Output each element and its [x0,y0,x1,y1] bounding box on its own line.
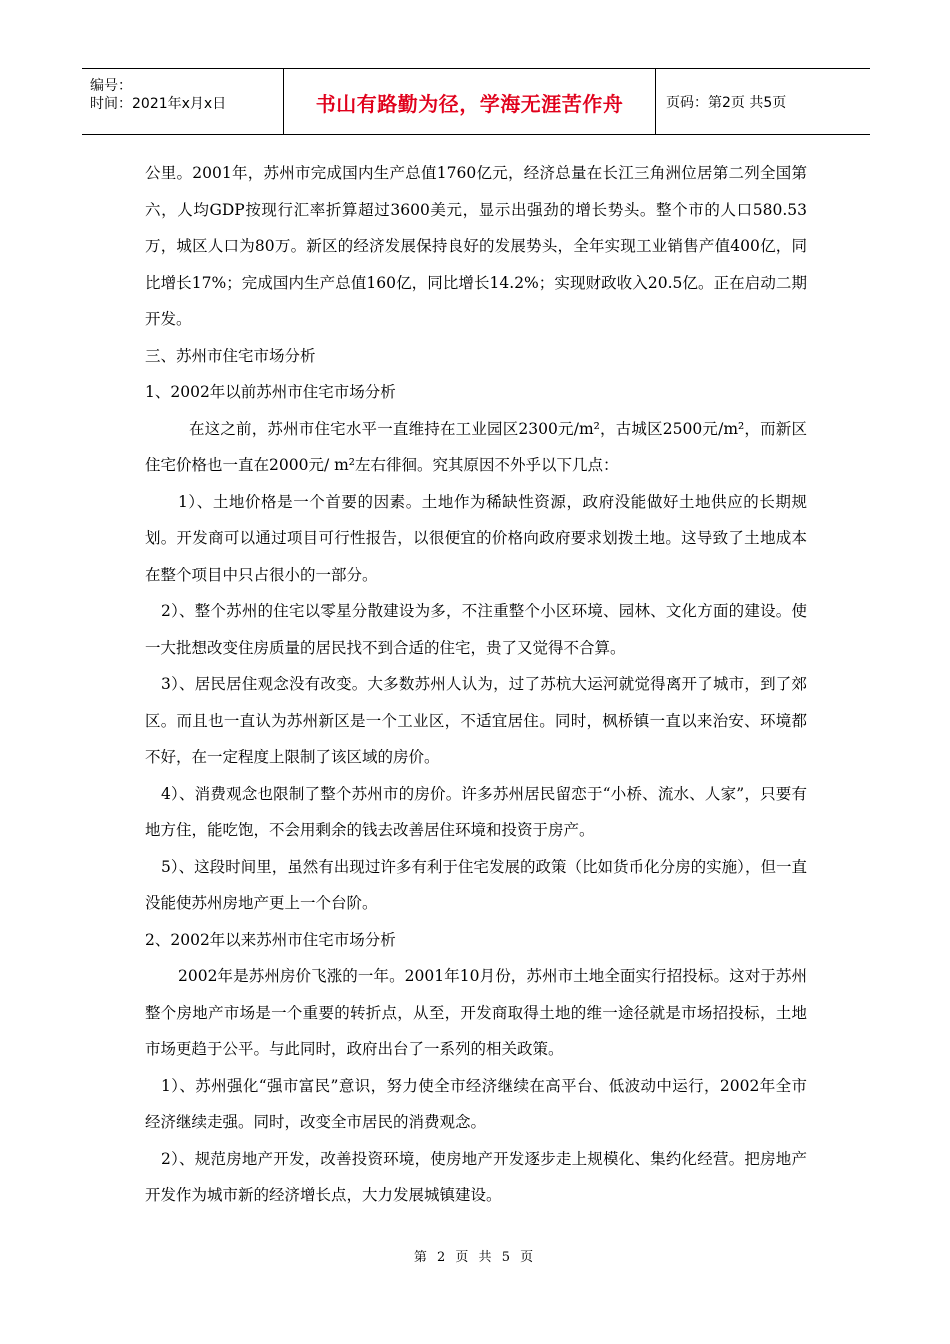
paragraph: 2002年是苏州房价飞涨的一年。2001年10月份，苏州市土地全面实行招投标。这对于苏州整个房地产市场是一个重要的转折点，从至，开发商取得土地的维一途径就是市场招投标，土地市场更趋于公平。与此同时，政府出台了一系列的相关政策。 [145,967,807,1058]
header-page-info: 页码：第2页 共5页 [666,95,787,111]
doc-number-label: 编号： [90,78,132,94]
header-slogan-cell [283,69,656,135]
document-header [82,68,870,135]
paragraph: 5）、这段时间里，虽然有出现过许多有利于住宅发展的政策（比如货币化分房的实施），但一直没能使苏州房地产更上一个台阶。 [145,857,807,912]
date-line: 时间：2021年x月x日 [90,96,227,112]
page-footer: 第 2 页 共 5 页 [413,1250,537,1265]
document-body [145,155,807,1214]
paragraph: 4）、消费观念也限制了整个苏州市的房价。许多苏州居民留恋于“小桥、流水、人家”，只要有地方住，能吃饱，不会用剩余的钱去改善居住环境和投资于房产。 [145,784,807,839]
paragraph: 公里。2001年，苏州市完成国内生产总值1760亿元，经济总量在长江三角洲位居第二列全国第六，人均GDP按现行汇率折算超过3600美元，显示出强劲的增长势头。整个市的人口580.53万，城区人口为80万。新区的经济发展保持良好的发展势头，全年实现工业销售产值400亿，同比增长17%；完成国内生产总值160亿，同比增长14.2%；实现财政收入20.5亿。正在启动二期开发。 [145,164,807,328]
header-slogan: 书山有路勤为径，学海无涯苦作舟 [315,91,624,116]
paragraph: 1、2002年以前苏州市住宅市场分析 [145,383,396,401]
paragraph: 三、苏州市住宅市场分析 [145,346,316,365]
paragraph: 1）、苏州强化“强市富民”意识，努力使全市经济继续在高平台、低波动中运行，2002年全市经济继续走强。同时，改变全市居民的消费观念。 [145,1076,807,1131]
paragraph: 3）、居民居住观念没有改变。大多数苏州人认为，过了苏杭大运河就觉得离开了城市，到了郊区。而且也一直认为苏州新区是一个工业区，不适宜居住。同时，枫桥镇一直以来治安、环境都不好，在一定程度上限制了该区域的房价。 [145,675,807,766]
paragraph: 2）、规范房地产开发，改善投资环境，使房地产开发逐步走上规模化、集约化经营。把房地产开发作为城市新的经济增长点，大力发展城镇建设。 [145,1149,807,1204]
paragraph: 2、2002年以来苏州市住宅市场分析 [145,930,396,949]
paragraph: 在这之前，苏州市住宅水平一直维持在工业园区2300元/m²，古城区2500元/m²，而新区住宅价格也一直在2000元/ m²左右徘徊。究其原因不外乎以下几点： [145,419,807,474]
paragraph: 2）、整个苏州的住宅以零星分散建设为多，不注重整个小区环境、园林、文化方面的建设。使一大批想改变住房质量的居民找不到合适的住宅，贵了又觉得不合算。 [145,602,807,657]
header-meta [82,69,283,135]
paragraph: 1）、土地价格是一个首要的因素。土地作为稀缺性资源，政府没能做好土地供应的长期规划。开发商可以通过项目可行性报告，以很便宜的价格向政府要求划拨土地。这导致了土地成本在整个项目中只占很小的一部分。 [145,492,807,584]
